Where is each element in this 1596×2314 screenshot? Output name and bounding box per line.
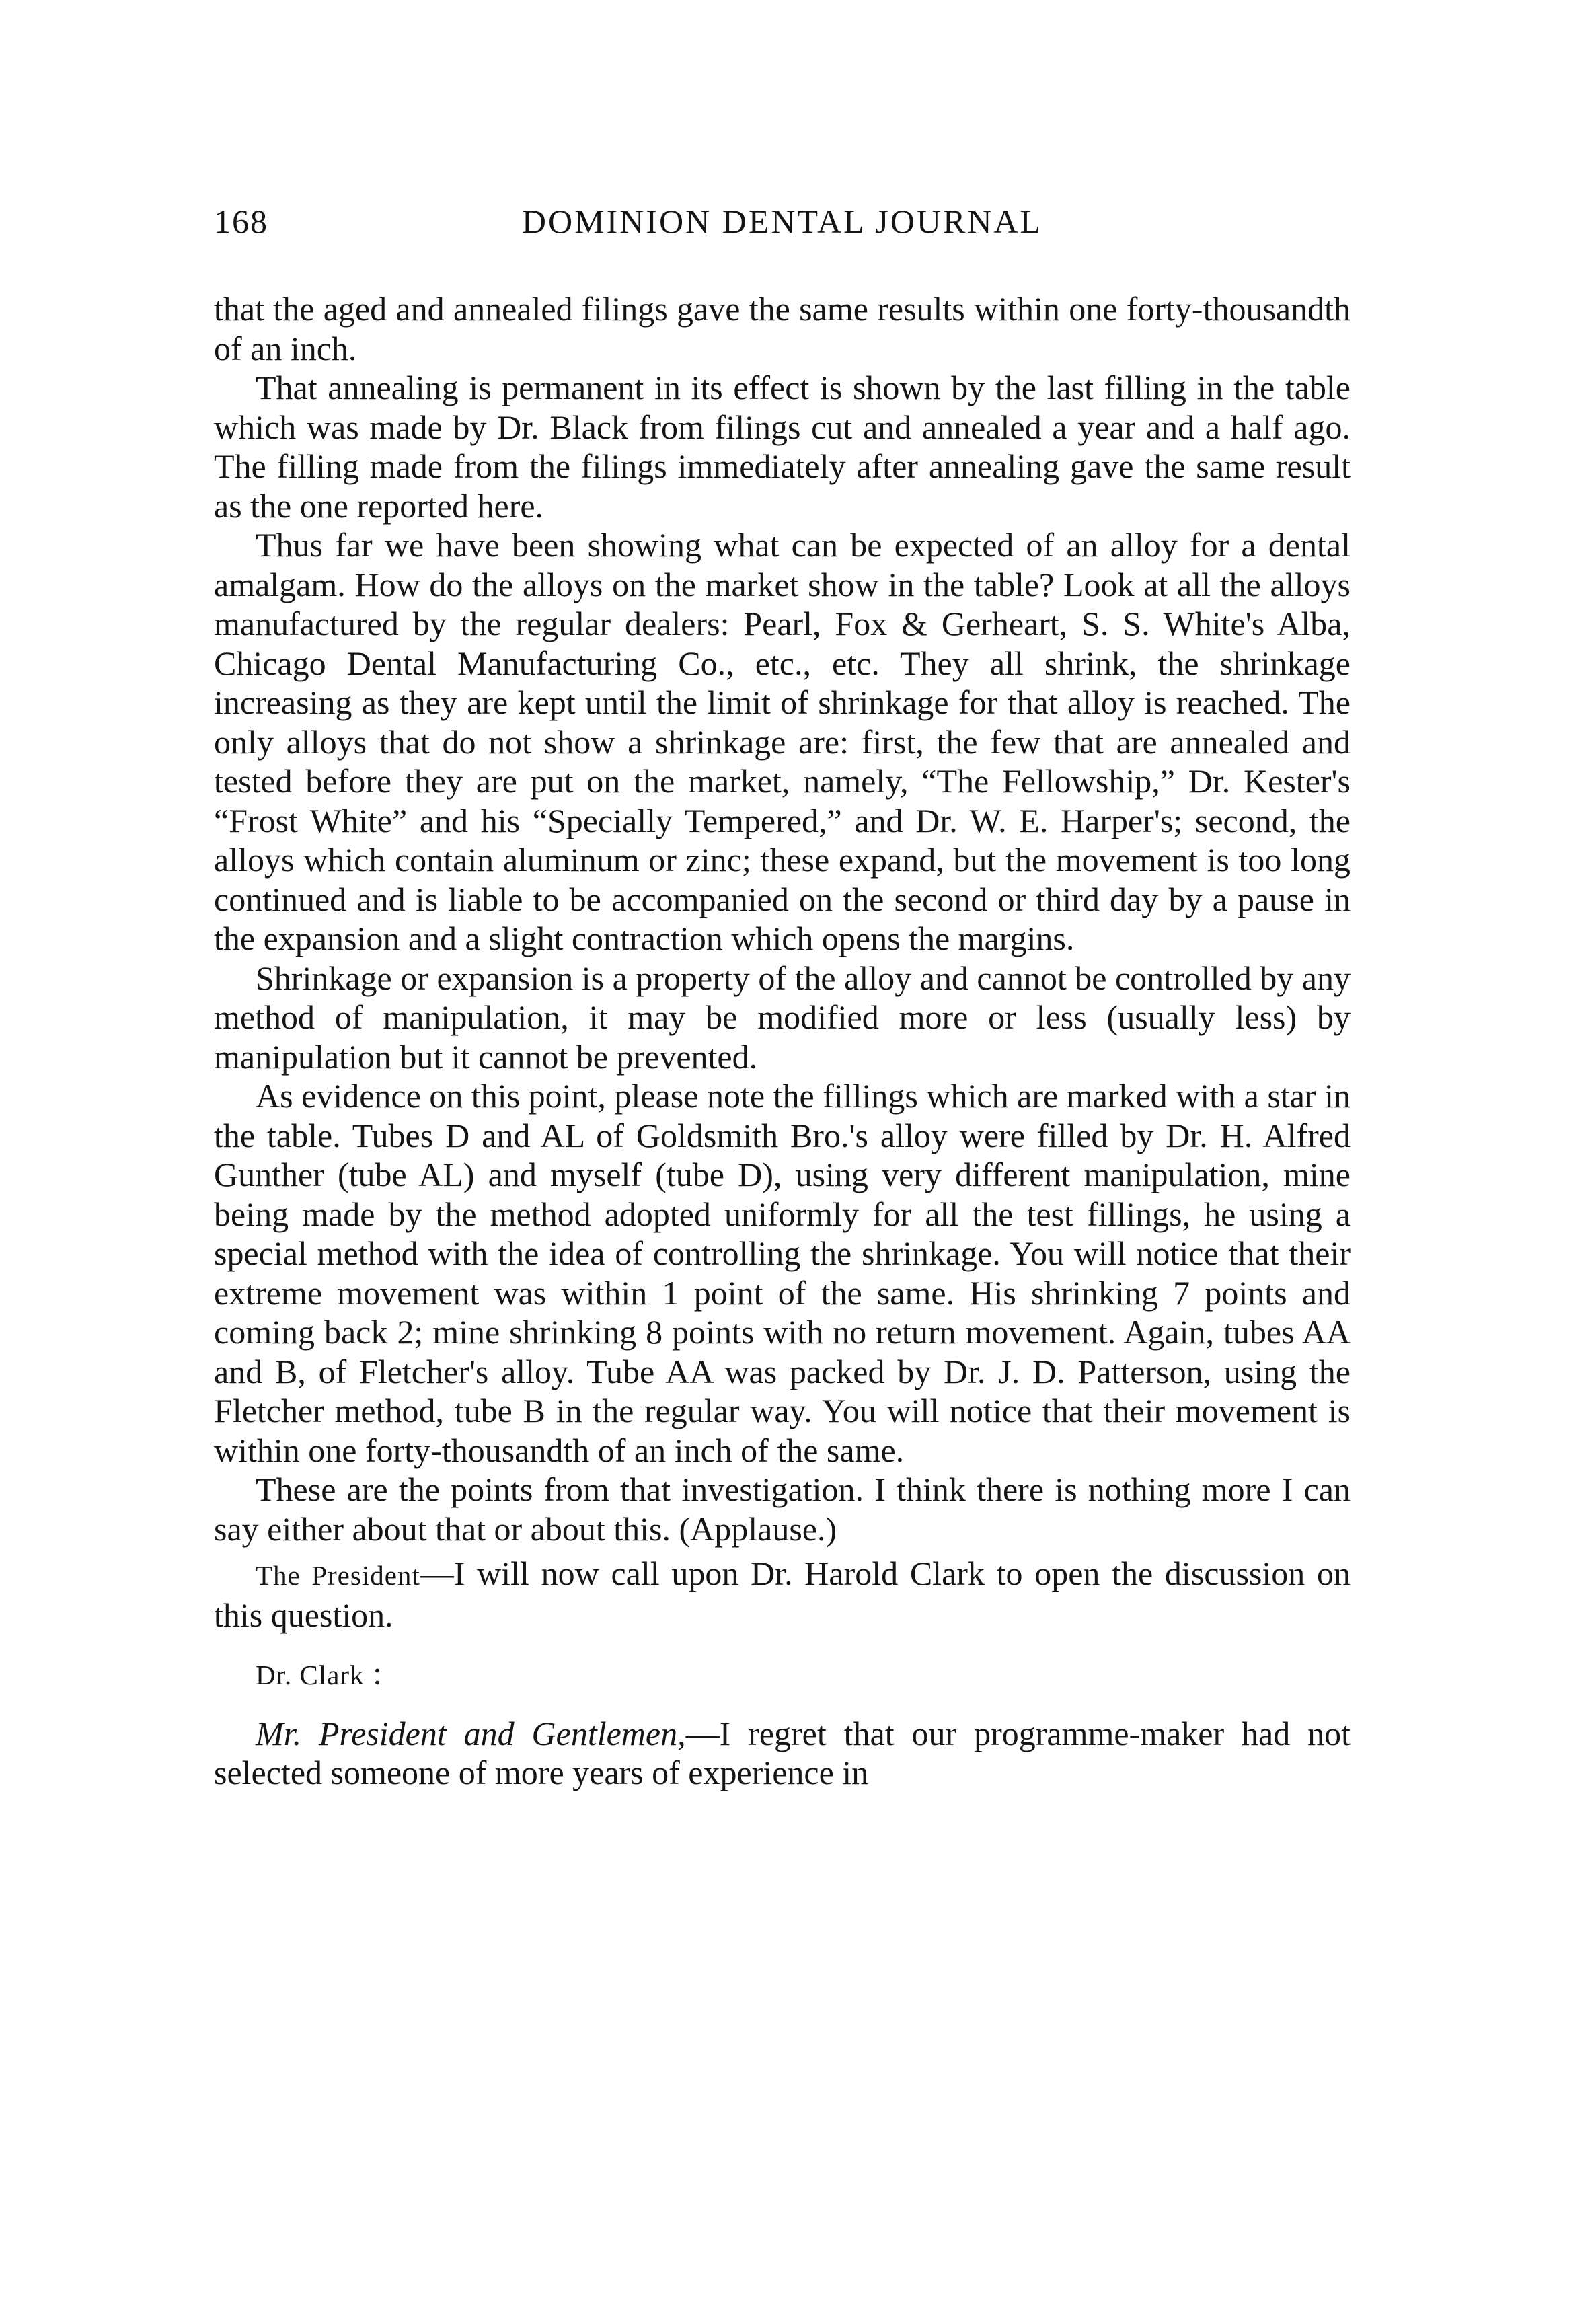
paragraph-alloys-market: Thus far we have been showing what can be expected of an alloy for a dental amalgam. How do the alloys on the market show in the table? Look at all the alloys manufactured by the regular dealers: Pearl, Fox & Gerheart, S. S. White's Alba, Chicago Dental Manufacturing Co., etc., etc. They all shrink, the shrinkage increasing as they are kept until the limit of shrinkage for that alloy is reached. The only alloys that do not show a shrinkage are: first, the few that are annealed and tested before they are put on the market, namely, “The Fellowship,” Dr. Kester's “Frost White” and his “Specially Tempered,” and Dr. W. E. Harper's; second, the alloys which contain aluminum or zinc; these expand, but the movement is too long continued and is liable to be accompanied on the second or third day by a pause in the expansion and a slight contraction which opens the margins. [214,526,1351,957]
paragraph-conclusion: These are the points from that investigation. I think there is nothing more I can say either about that or about this. (Applause.) [214,1470,1351,1548]
clark-opening-paragraph [214,1714,1351,1793]
speaker-clark: Dr. Clark [256,1659,365,1690]
journal-page [214,0,1351,2314]
president-remark-text: —I will now call upon Dr. Harold Clark to open the discussion on this question. [214,1555,1351,1634]
paragraph-continued: that the aged and annealed filings gave the same results within one forty-thousandth of an inch. [214,290,1351,367]
article-body [214,289,1351,1793]
page-number: 168 [214,202,268,240]
president-remark [214,1554,1351,1635]
speaker-president: The President [256,1560,420,1591]
paragraph-annealing: That annealing is permanent in its effect is shown by the last filling in the table which was made by Dr. Black from filings cut and annealed a year and a half ago. The filling made from the filings immediately after annealing gave the same result as the one reported here. [214,369,1351,525]
salutation: Mr. President and Gentlemen, [256,1714,686,1752]
clark-opening-text: —I regret that our programme-maker had not selected someone of more years of experience in [214,1714,1351,1791]
running-head [214,202,1351,249]
paragraph-shrinkage-property: Shrinkage or expansion is a property of the alloy and cannot be controlled by any method of manipulation, it may be modified more or less (usually less) by manipulation but it cannot be prevented. [214,959,1351,1076]
clark-heading [214,1653,1351,1695]
journal-title: DOMINION DENTAL JOURNAL [521,202,1043,240]
clark-heading-suffix: : [364,1654,382,1692]
paragraph-evidence: As evidence on this point, please note the fillings which are marked with a star in the table. Tubes D and AL of Goldsmith Bro.'s alloy were filled by Dr. H. Alfred Gunther (tube AL) and myself (tube D), using very different manipulation, mine being made by the method adopted uniformly for all the test fillings, he using a special method with the idea of controlling the shrinkage. You will notice that their extreme movement was within 1 point of the same. His shrinking 7 points and coming back 2; mine shrinking 8 points with no return movement. Again, tubes AA and B, of Fletcher's alloy. Tube AA was packed by Dr. J. D. Patterson, using the Fletcher method, tube B in the regular way. You will notice that their movement is within one forty-thousandth of an inch of the same. [214,1077,1351,1469]
